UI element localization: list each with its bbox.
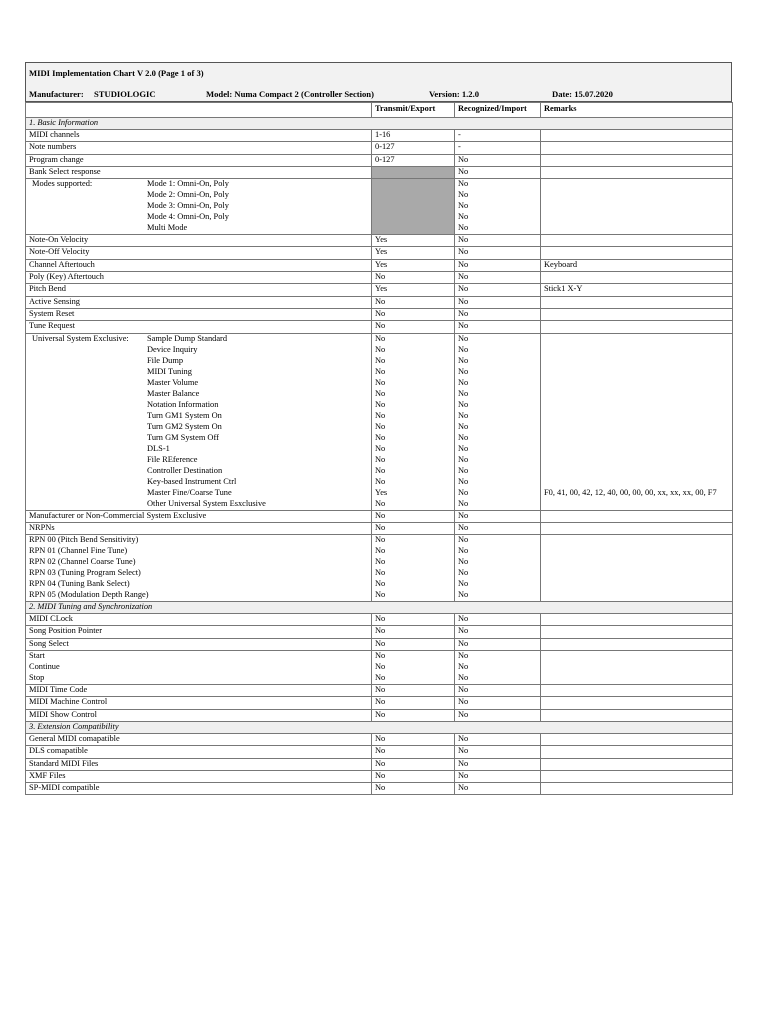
recognized-value: No [458,410,469,420]
transmit-cell: Yes [372,284,455,296]
recognized-cell: - [455,142,541,154]
transmit-cell [372,535,455,602]
column-header-blank [26,103,372,118]
column-header-remarks: Remarks [541,103,733,118]
transmit-value: No [375,662,386,672]
recognized-value: No [458,333,469,343]
transmit-value: No [375,421,386,431]
remarks-cell: Stick1 X-Y [541,284,733,296]
recognized-value: No [458,535,469,545]
group-item: MIDI Tuning [147,366,192,376]
remarks-cell [541,522,733,534]
recognized-cell: No [455,259,541,271]
recognized-value: No [458,557,469,567]
table-row [26,142,733,154]
remarks-cell [541,272,733,284]
remarks-cell [541,614,733,626]
group-label-cell [26,535,372,602]
recognized-cell: No [455,321,541,333]
transmit-value: No [375,476,386,486]
recognized-cell [455,651,541,685]
remarks-cell [541,758,733,770]
remarks-cell [541,770,733,782]
row-label: Note-Off Velocity [26,247,372,259]
transmit-cell: No [372,697,455,709]
group-label-cell [26,333,372,510]
row-label: Pitch Bend [26,284,372,296]
group-item: Key-based Instrument Ctrl [147,476,237,486]
transmit-cell: No [372,733,455,745]
transmit-value: No [375,333,386,343]
manufacturer-value: STUDIOLOGIC [94,89,156,99]
remarks-cell [541,296,733,308]
implementation-table [25,102,733,795]
sysex-remark: F0, 41, 00, 42, 12, 40, 00, 00, 00, xx, xx, xx, 00, F7 [544,487,717,497]
midi-implementation-chart [25,62,732,795]
row-label: Note numbers [26,142,372,154]
chart-title: MIDI Implementation Chart V 2.0 (Page 1 of 3) [29,68,204,78]
transmit-cell: No [372,272,455,284]
transmit-cell [372,179,455,235]
recognized-value: No [458,201,469,211]
transmit-value: No [375,673,386,683]
transmit-cell: No [372,614,455,626]
transmit-value: No [375,579,386,589]
group-item: Other Universal System Esxclusive [147,498,266,508]
recognized-value: No [458,421,469,431]
remarks-cell [541,166,733,178]
row-label: Active Sensing [26,296,372,308]
group-item: Mode 2: Omni-On, Poly [147,190,229,200]
recognized-cell: No [455,746,541,758]
group-item: File Dump [147,355,184,365]
remarks-cell [541,638,733,650]
table-row [26,770,733,782]
row-label: NRPNs [26,522,372,534]
transmit-cell: 0-127 [372,154,455,166]
recognized-value: No [458,366,469,376]
recognized-cell: No [455,510,541,522]
transmit-value: No [375,344,386,354]
group-item: Master Volume [147,377,199,387]
recognized-cell: - [455,130,541,142]
remarks-cell [541,321,733,333]
recognized-cell [455,333,541,510]
remarks-cell [541,733,733,745]
recognized-cell: No [455,296,541,308]
recognized-value: No [458,546,469,556]
version-text: Version: 1.2.0 [429,89,480,99]
row-label: MIDI Machine Control [26,697,372,709]
table-row [26,272,733,284]
transmit-cell: No [372,709,455,721]
recognized-value: No [458,568,469,578]
table-row [26,685,733,697]
row-label: Standard MIDI Files [26,758,372,770]
group-item: Notation Information [147,399,219,409]
remarks-cell [541,651,733,685]
transmit-value: No [375,377,386,387]
row-label: XMF Files [26,770,372,782]
table-row [26,783,733,795]
transmit-cell: Yes [372,247,455,259]
recognized-cell: No [455,733,541,745]
recognized-cell: No [455,685,541,697]
recognized-value: No [458,651,469,661]
group-item: RPN 04 (Tuning Bank Select) [29,579,130,589]
remarks-cell [541,154,733,166]
transmit-value: No [375,454,386,464]
recognized-cell: No [455,247,541,259]
remarks-cell [541,247,733,259]
transmit-value: No [375,355,386,365]
remarks-cell [541,685,733,697]
remarks-cell [541,130,733,142]
column-header-transmit: Transmit/Export [372,103,455,118]
table-row [26,510,733,522]
recognized-value: No [458,465,469,475]
transmit-cell: No [372,638,455,650]
group-heading: Modes supported: [32,179,93,189]
transmit-value: No [375,366,386,376]
recognized-cell [455,535,541,602]
transmit-cell: No [372,758,455,770]
row-label: Bank Select response [26,166,372,178]
recognized-value: No [458,399,469,409]
recognized-value: No [458,179,469,189]
transmit-cell: 1-16 [372,130,455,142]
model-text: Model: Numa Compact 2 (Controller Section) [206,89,374,99]
table-row [26,733,733,745]
recognized-cell: No [455,284,541,296]
row-label: DLS comapatible [26,746,372,758]
remarks-cell [541,535,733,602]
transmit-cell: Yes [372,235,455,247]
group-item: Stop [29,673,45,683]
row-label: MIDI CLock [26,614,372,626]
table-row [26,284,733,296]
recognized-value: No [458,443,469,453]
transmit-cell: No [372,770,455,782]
row-label: Program change [26,154,372,166]
row-label: Song Position Pointer [26,626,372,638]
remarks-cell [541,510,733,522]
remarks-cell [541,626,733,638]
table-row [26,321,733,333]
row-label: MIDI channels [26,130,372,142]
row-label: Manufacturer or Non-Commercial System Exclusive [26,510,372,522]
remarks-cell [541,746,733,758]
recognized-cell: No [455,758,541,770]
recognized-value: No [458,476,469,486]
table-row [26,758,733,770]
modes-row [26,179,733,235]
row-label: Song Select [26,638,372,650]
remarks-cell [541,308,733,320]
remarks-cell [541,235,733,247]
row-label: General MIDI comapatible [26,733,372,745]
recognized-cell: No [455,308,541,320]
remarks-cell [541,333,733,510]
transmit-value: No [375,443,386,453]
remarks-cell [541,697,733,709]
group-item: DLS-1 [147,443,170,453]
transmit-cell: No [372,685,455,697]
recognized-cell: No [455,709,541,721]
section-title: 3. Extension Compatibility [26,721,733,733]
group-item: RPN 01 (Channel Fine Tune) [29,546,128,556]
column-header-recognized: Recognized/Import [455,103,541,118]
table-row [26,166,733,178]
column-header-row [26,103,733,118]
row-label: SP-MIDI compatible [26,783,372,795]
row-label: MIDI Time Code [26,685,372,697]
row-label: System Reset [26,308,372,320]
recognized-cell: No [455,783,541,795]
transmit-cell: No [372,296,455,308]
group-item: RPN 05 (Modulation Depth Range) [29,590,149,600]
remarks-cell: Keyboard [541,259,733,271]
recognized-value: No [458,223,469,233]
transmit-cell: Yes [372,259,455,271]
row-label: Tune Request [26,321,372,333]
table-row [26,259,733,271]
recognized-value: No [458,212,469,222]
section-row [26,118,733,130]
transmit-cell [372,166,455,178]
remarks-cell [541,142,733,154]
group-item: Turn GM System Off [147,432,219,442]
group-item: Master Balance [147,388,200,398]
transmit-cell: No [372,308,455,320]
transmit-cell: No [372,626,455,638]
table-row [26,626,733,638]
remarks-cell [541,179,733,235]
transmit-value: Yes [375,487,388,497]
section-row [26,602,733,614]
chart-header [25,62,732,102]
transmit-cell: No [372,522,455,534]
transmit-cell: 0-127 [372,142,455,154]
recognized-cell: No [455,154,541,166]
recognized-value: No [458,498,469,508]
table-row [26,638,733,650]
table-row [26,709,733,721]
recognized-cell: No [455,770,541,782]
transmit-value: No [375,410,386,420]
transmit-value: No [375,498,386,508]
section-title: 2. MIDI Tuning and Synchronization [26,602,733,614]
group-item: Mode 1: Omni-On, Poly [147,179,229,189]
recognized-value: No [458,388,469,398]
group-item: Mode 4: Omni-On, Poly [147,212,229,222]
section-row [26,721,733,733]
sysex-row [26,333,733,510]
group-item: Mode 3: Omni-On, Poly [147,201,229,211]
transmit-value: No [375,557,386,567]
manufacturer-label: Manufacturer: [29,89,84,99]
recognized-value: No [458,190,469,200]
row-label: Note-On Velocity [26,235,372,247]
table-row [26,296,733,308]
group-item: Continue [29,662,60,672]
transmit-value: No [375,535,386,545]
recognized-cell: No [455,522,541,534]
group-item: RPN 03 (Tuning Program Select) [29,568,141,578]
transmit-cell: No [372,321,455,333]
row-label: Channel Aftertouch [26,259,372,271]
group-item: Device Inquiry [147,344,198,354]
transmit-value: No [375,546,386,556]
table-row [26,522,733,534]
recognized-cell: No [455,166,541,178]
group-label-cell [26,179,372,235]
group-item: Turn GM1 System On [147,410,222,420]
group-item: RPN 02 (Channel Coarse Tune) [29,557,136,567]
group-item: RPN 00 (Pitch Bend Sensitivity) [29,535,139,545]
date-text: Date: 15.07.2020 [552,89,613,99]
recognized-value: No [458,590,469,600]
recognized-cell [455,179,541,235]
rpn-row [26,535,733,602]
group-heading: Universal System Exclusive: [32,333,129,343]
group-item: Sample Dump Standard [147,333,228,343]
recognized-value: No [458,454,469,464]
group-item: Controller Destination [147,465,223,475]
recognized-value: No [458,662,469,672]
table-row [26,130,733,142]
recognized-cell: No [455,272,541,284]
transmit-cell [372,333,455,510]
group-item: Multi Mode [147,223,188,233]
table-row [26,154,733,166]
recognized-cell: No [455,626,541,638]
table-row [26,614,733,626]
transmit-cell [372,651,455,685]
recognized-value: No [458,432,469,442]
row-label: MIDI Show Control [26,709,372,721]
table-row [26,247,733,259]
transmit-cell: No [372,783,455,795]
remarks-cell [541,709,733,721]
table-row [26,235,733,247]
transmit-value: No [375,651,386,661]
recognized-value: No [458,673,469,683]
recognized-cell: No [455,235,541,247]
transport-row [26,651,733,685]
recognized-cell: No [455,638,541,650]
recognized-value: No [458,487,469,497]
transmit-value: No [375,432,386,442]
section-title: 1. Basic Information [26,118,733,130]
transmit-cell: No [372,746,455,758]
group-item: Master Fine/Coarse Tune [147,487,232,497]
transmit-value: No [375,568,386,578]
recognized-cell: No [455,614,541,626]
table-row [26,746,733,758]
transmit-value: No [375,465,386,475]
recognized-value: No [458,579,469,589]
group-item: File REference [147,454,198,464]
transmit-value: No [375,590,386,600]
table-row [26,308,733,320]
row-label: Poly (Key) Aftertouch [26,272,372,284]
recognized-cell: No [455,697,541,709]
group-item: Start [29,651,45,661]
group-label-cell [26,651,372,685]
transmit-value: No [375,399,386,409]
recognized-value: No [458,355,469,365]
transmit-cell: No [372,510,455,522]
recognized-value: No [458,377,469,387]
group-item: Turn GM2 System On [147,421,222,431]
recognized-value: No [458,344,469,354]
transmit-value: No [375,388,386,398]
table-row [26,697,733,709]
remarks-cell [541,783,733,795]
